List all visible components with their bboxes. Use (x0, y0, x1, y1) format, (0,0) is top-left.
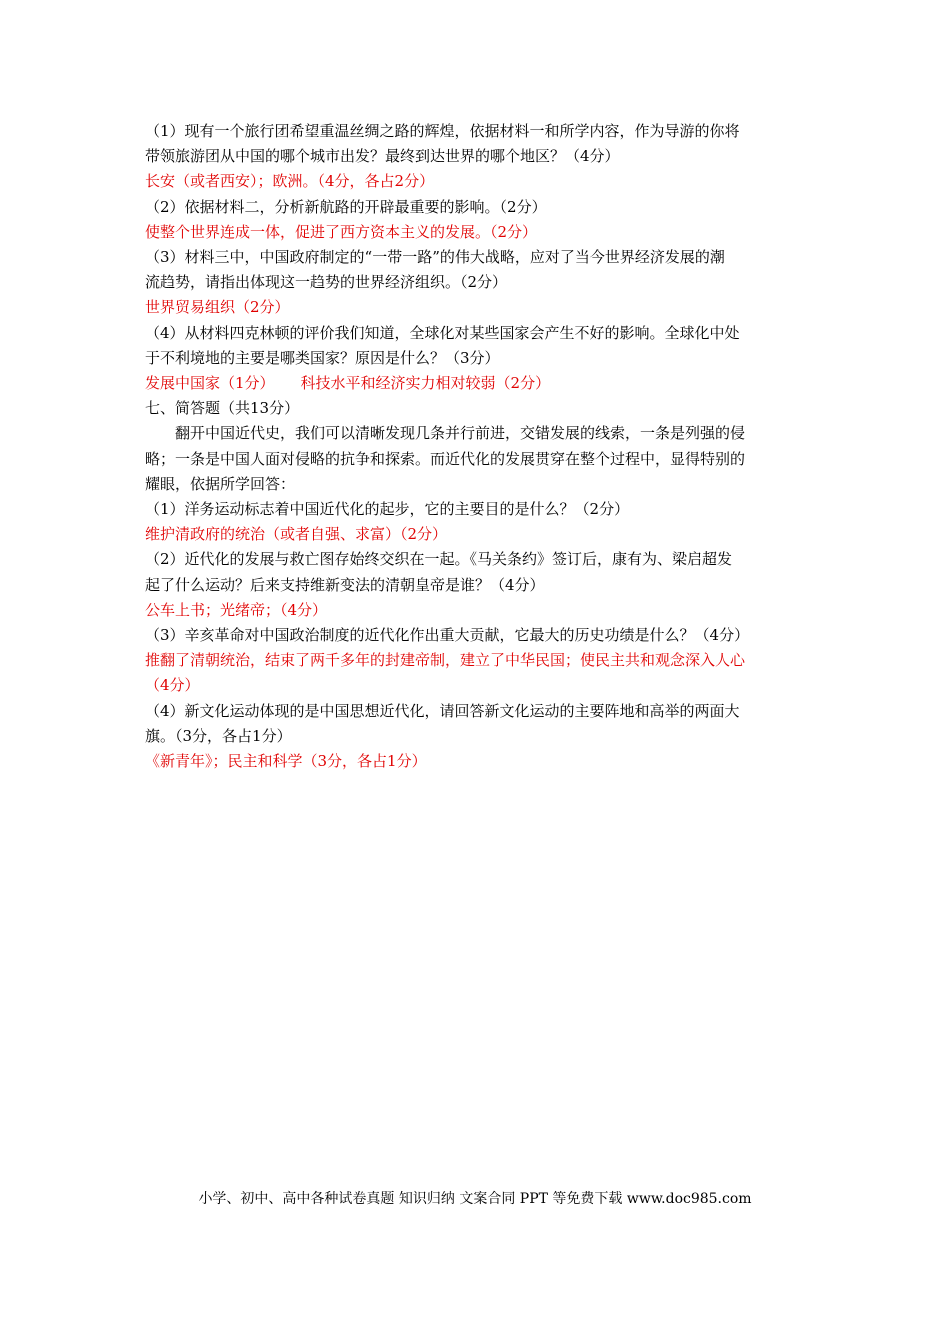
sub-question-2-line-2: 起了什么运动？后来支持维新变法的清朝皇帝是谁？（4分） (145, 575, 545, 594)
question-2-line-1: （2）依据材料二，分析新航路的开辟最重要的影响。（2分） (145, 197, 547, 216)
sub-answer-1: 维护清政府的统治（或者自强、求富）（2分） (145, 525, 448, 544)
sub-question-4-line-1: （4）新文化运动体现的是中国思想近代化，请回答新文化运动的主要阵地和高举的两面大 (145, 701, 740, 720)
answer-2: 使整个世界连成一体，促进了西方资本主义的发展。（2分） (145, 222, 538, 241)
question-3-line-2: 流趋势，请指出体现这一趋势的世界经济组织。（2分） (145, 273, 508, 292)
section-7-intro-line-2: 略；一条是中国人面对侵略的抗争和探索。而近代化的发展贯穿在整个过程中，显得特别的 (145, 449, 746, 468)
answer-1: 长安（或者西安）；欧洲。（4分，各占2分） (145, 172, 435, 191)
question-1-line-1: （1）现有一个旅行团希望重温丝绸之路的辉煌，依据材料一和所学内容，作为导游的你将 (145, 122, 740, 140)
section-7-intro-line-3: 耀眼，依据所学回答： (145, 474, 296, 493)
answer-4 (145, 371, 820, 396)
question-3-line-1: （3）材料三中，中国政府制定的“一带一路”的伟大战略，应对了当今世界经济发展的潮 (145, 248, 725, 267)
sub-question-3: （3）辛亥革命对中国政治制度的近代化作出重大贡献，它最大的历史功绩是什么？（4分） (145, 626, 750, 645)
sub-question-4-line-2: 旗。（3分，各占1分） (145, 726, 292, 745)
sub-answer-2: 公车上书；光绪帝；（4分） (145, 600, 328, 619)
question-4-line-2: 于不利境地的主要是哪类国家？原因是什么？（3分） (145, 348, 500, 367)
sub-question-2-line-1: （2）近代化的发展与救亡图存始终交织在一起。《马关条约》签订后，康有为、梁启超发 (145, 550, 733, 569)
sub-question-1: （1）洋务运动标志着中国近代化的起步，它的主要目的是什么？（2分） (145, 500, 630, 519)
sub-answer-3-line-1: 推翻了清朝统治，结束了两千多年的封建帝制，建立了中华民国；使民主共和观念深入人心 (145, 651, 746, 670)
section-7-intro-line-1: 翻开中国近代史，我们可以清晰发现几条并行前进，交错发展的线索，一条是列强的侵 (175, 424, 746, 443)
answer-4-part-a: 发展中国家（1分） (145, 374, 275, 393)
document-body (145, 119, 820, 774)
page-footer: 小学、初中、高中各种试卷真题 知识归纳 文案合同 PPT 等免费下载 www.doc985.com (198, 1191, 752, 1207)
answer-4-part-b: 科技水平和经济实力相对较弱（2分） (300, 374, 551, 393)
sub-answer-4: 《新青年》；民主和科学（3分，各占1分） (145, 752, 427, 771)
answer-3: 世界贸易组织（2分） (145, 298, 290, 317)
question-4-line-1: （4）从材料四克林顿的评价我们知道，全球化对某些国家会产生不好的影响。全球化中处 (145, 323, 740, 342)
section-7-heading: 七、简答题（共13分） (145, 399, 300, 418)
sub-answer-3-line-2: （4分） (145, 676, 200, 695)
question-1-line-2: 带领旅游团从中国的哪个城市出发？最终到达世界的哪个地区？（4分） (145, 147, 620, 166)
